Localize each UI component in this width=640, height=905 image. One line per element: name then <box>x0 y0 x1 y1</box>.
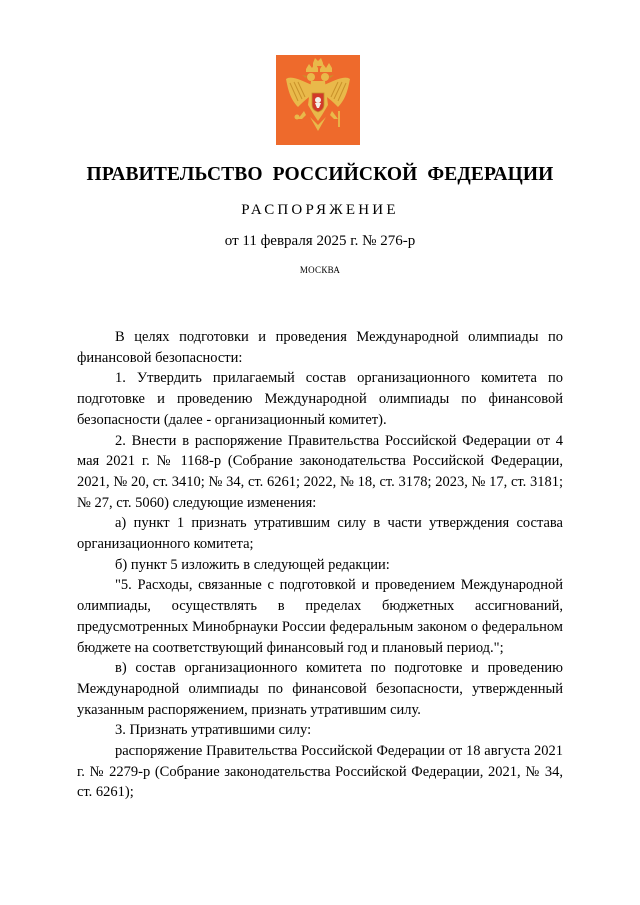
paragraph-repealed-order: распоряжение Правительства Российской Федерации от 18 августа 2021 г. № 2279-р (Собрание законодательства Российской Федерации, 2021, № 34, ст. 6261); <box>77 743 563 801</box>
document-type: РАСПОРЯЖЕНИЕ <box>241 202 399 218</box>
paragraph-item-1: 1. Утвердить прилагаемый состав организационного комитета по подготовке и проведению Международной олимпиады по финансовой безопасности (далее - организационный комитет). <box>77 370 563 428</box>
document-date-number: от 11 февраля 2025 г. № 276-р <box>224 233 416 249</box>
document-city: МОСКВА <box>299 265 341 275</box>
paragraph-item-2: 2. Внести в распоряжение Правительства Российской Федерации от 4 мая 2021 г. № 1168-р (Собрание законодательства Российской Федерации, 2021, № 20, ст. 3410; № 34, ст. 6261; 2022, № 18, ст. 3178; 2023, № 17, ст. 3181; № 27, ст. 5060) следующие изменения: <box>77 432 563 511</box>
coat-of-arms-emblem <box>276 55 360 145</box>
russian-coat-of-arms-icon <box>276 55 360 145</box>
paragraph-subitem-v: в) состав организационного комитета по подготовке и проведению Международной олимпиады по финансовой безопасности, утвержденный указанным распоряжением, признать утратившим силу. <box>77 660 563 718</box>
government-title: ПРАВИТЕЛЬСТВО РОССИЙСКОЙ ФЕДЕРАЦИИ <box>86 164 554 185</box>
paragraph-subitem-b: б) пункт 5 изложить в следующей редакции: <box>115 556 390 573</box>
paragraph-quoted-item-5: "5. Расходы, связанные с подготовкой и проведением Международной олимпиады, осуществлять в пределах бюджетных ассигнований, предусмотренных Минобрнауки России федеральным законом о федеральном бюджете на соответствующий финансовый год и плановый период."; <box>77 577 563 656</box>
paragraph-preamble: В целях подготовки и проведения Международной олимпиады по финансовой безопасности: <box>77 329 563 366</box>
paragraph-item-3: 3. Признать утратившими силу: <box>115 722 312 739</box>
paragraph-subitem-a: а) пункт 1 признать утратившим силу в части утверждения состава организационного комитета; <box>77 515 563 553</box>
document-body <box>77 327 563 803</box>
